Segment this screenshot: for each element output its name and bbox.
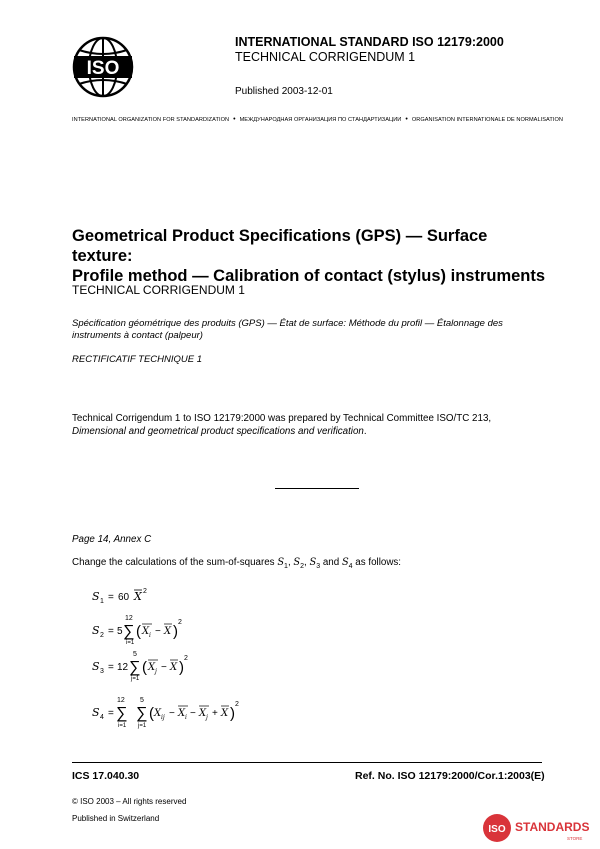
published-date: Published 2003-12-01 <box>235 86 333 97</box>
equations <box>88 580 288 740</box>
svg-text:X: X <box>134 590 142 603</box>
svg-text:∑: ∑ <box>123 623 135 640</box>
reference-number: Ref. No. ISO 12179:2000/Cor.1:2003(E) <box>355 770 545 782</box>
svg-text:−: − <box>169 708 175 719</box>
svg-text:S: S <box>92 660 100 673</box>
ics-code: ICS 17.040.30 <box>72 770 140 782</box>
svg-text:=: = <box>108 626 114 637</box>
svg-text:X: X <box>178 708 186 719</box>
svg-text:i: i <box>185 714 187 721</box>
svg-text:2: 2 <box>100 632 104 639</box>
svg-text:1: 1 <box>100 598 104 605</box>
watermark-iso: ISO <box>488 824 506 835</box>
svg-text:S: S <box>92 624 100 637</box>
change-and: and <box>322 557 340 568</box>
svg-text:X: X <box>199 708 207 719</box>
svg-text:S: S <box>92 706 100 719</box>
s4-upper-i: 12 <box>117 697 125 704</box>
svg-text:2: 2 <box>184 655 188 662</box>
s1-coefficient: 60 <box>118 592 130 603</box>
svg-text:=: = <box>108 708 114 719</box>
standard-title: INTERNATIONAL STANDARD ISO 12179:2000 <box>235 35 504 49</box>
equation-s4 <box>92 697 239 729</box>
change-instruction: Change the calculations of the sum-of-squares $S_1$, $S_2$, $S_3$ and $S_4$ as follows: <box>72 557 402 570</box>
title-line-1: Geometrical Product Specifications (GPS) — Surface texture: <box>72 227 488 265</box>
svg-text:2: 2 <box>178 619 182 626</box>
svg-text:2: 2 <box>235 701 239 708</box>
org-english: INTERNATIONAL ORGANIZATION FOR STANDARDIZATION <box>72 117 230 123</box>
technical-corrigendum-heading: TECHNICAL CORRIGENDUM 1 <box>72 283 245 297</box>
published-in: Published in Switzerland <box>72 814 160 823</box>
org-french: ORGANISATION INTERNATIONALE DE NORMALISATION <box>411 117 563 123</box>
title-line-2: Profile method — Calibration of contact (stylus) instruments <box>72 267 546 285</box>
section-divider <box>275 488 359 489</box>
corrigendum-label: TECHNICAL CORRIGENDUM 1 <box>235 50 416 64</box>
french-title-line-2: instruments à contact (palpeur) <box>72 330 203 341</box>
copyright-notice: © ISO 2003 – All rights reserved <box>72 797 187 806</box>
s4-upper-j: 5 <box>140 697 144 704</box>
svg-text:X: X <box>154 708 162 719</box>
svg-text:): ) <box>230 705 235 722</box>
iso-standards-store-logo <box>482 812 594 844</box>
iso-logo <box>72 36 134 98</box>
svg-text:∑: ∑ <box>136 705 148 722</box>
watermark-store: STORE <box>567 836 583 841</box>
page-reference: Page 14, Annex C <box>72 534 152 545</box>
svg-text:j: j <box>206 714 208 721</box>
s4-lower-j: j=1 <box>138 723 147 729</box>
svg-text:X: X <box>142 626 150 637</box>
svg-text:X: X <box>170 662 178 673</box>
intro-paragraph <box>72 412 542 438</box>
org-russian: МЕЖДУНАРОДНАЯ ОРГАНИЗАЦИЯ ПО СТАНДАРТИЗАЦИИ <box>239 117 402 123</box>
s2-lower: i=1 <box>126 640 135 646</box>
change-pre: Change the calculations of the sum-of-squares <box>72 557 275 568</box>
svg-text:∑: ∑ <box>116 705 128 722</box>
equation-s3 <box>92 651 188 682</box>
svg-text:3: 3 <box>100 668 104 675</box>
s2-upper: 12 <box>125 615 133 622</box>
svg-text:(: ( <box>136 623 141 640</box>
intro-end: . <box>363 426 367 437</box>
rectificatif-heading: RECTIFICATIF TECHNIQUE 1 <box>72 354 203 365</box>
s4-lower-i: i=1 <box>118 723 127 729</box>
s3-coefficient: 12 <box>117 662 129 673</box>
french-title <box>72 318 542 342</box>
svg-text:X: X <box>221 708 229 719</box>
svg-text:(: ( <box>142 659 147 676</box>
footer-rule <box>72 762 542 763</box>
intro-text: Technical Corrigendum 1 to ISO 12179:2000 was prepared by Technical Committee ISO/TC 213, <box>72 413 492 424</box>
s3-lower: j=1 <box>131 676 140 682</box>
committee-name: Dimensional and geometrical product specifications and verification <box>72 426 364 437</box>
svg-text:=: = <box>108 592 114 603</box>
svg-text:−: − <box>155 626 161 637</box>
organization-line: INTERNATIONAL ORGANIZATION FOR STANDARDIZATION • МЕЖДУНАРОДНАЯ ОРГАНИЗАЦИЯ ПО СТАНДАРТИЗАЦИИ • ORGANISATION INTERNATIONALE DE NORMALISATION <box>72 116 563 123</box>
s2-coefficient: 5 <box>117 626 123 637</box>
svg-text:4: 4 <box>100 714 104 721</box>
svg-text:−: − <box>190 708 196 719</box>
svg-text:2: 2 <box>143 588 147 595</box>
svg-text:−: − <box>161 662 167 673</box>
iso-logo-text: ISO <box>86 58 120 79</box>
document-title <box>72 226 552 286</box>
s3-upper: 5 <box>133 651 137 658</box>
svg-text:X: X <box>148 662 156 673</box>
svg-text:X: X <box>164 626 172 637</box>
equation-s1 <box>92 588 147 605</box>
svg-text:): ) <box>173 623 178 640</box>
svg-text:(: ( <box>149 705 154 722</box>
watermark-standards: STANDARDS <box>515 820 590 834</box>
svg-text:S: S <box>92 590 100 603</box>
equation-s2 <box>92 615 182 646</box>
svg-text:∑: ∑ <box>129 659 141 676</box>
change-post: as follows: <box>355 557 402 568</box>
svg-text:): ) <box>179 659 184 676</box>
svg-text:=: = <box>108 662 114 673</box>
svg-text:+: + <box>212 708 218 719</box>
svg-text:ij: ij <box>161 714 165 721</box>
svg-text:j: j <box>155 668 157 675</box>
french-title-line-1: Spécification géométrique des produits (GPS) — État de surface: Méthode du profil — Étalonnage des <box>72 318 503 329</box>
svg-text:i: i <box>149 632 151 639</box>
